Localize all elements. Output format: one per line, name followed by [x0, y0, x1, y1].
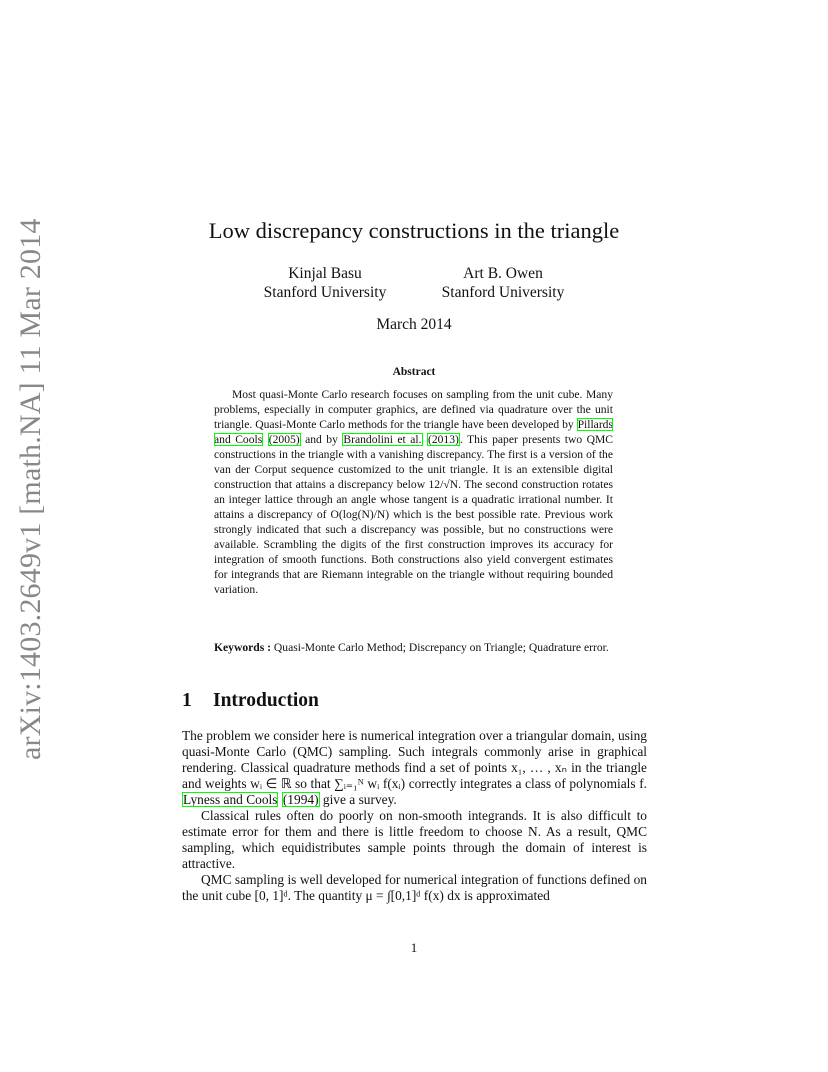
- abstract-body: [214, 387, 613, 597]
- citation-year-link[interactable]: (2005): [268, 433, 300, 446]
- introduction-body: [182, 728, 647, 904]
- section-heading: [182, 690, 319, 712]
- author-block: [250, 264, 400, 302]
- keywords-label: Keywords :: [214, 641, 271, 654]
- keywords-text: Quasi-Monte Carlo Method; Discrepancy on Triangle; Quadrature error.: [271, 641, 609, 654]
- body-text: The problem we consider here is numerical integration over a triangular domain, using quasi-Monte Carlo (QMC) sampling. Such integrals commonly arise in graphical rendering. Classical quadrature methods find a set of points x₁, … , xₙ in the triangle and weights wᵢ ∈ ℝ so that ∑ᵢ₌₁ᴺ wᵢ f(xᵢ) correctly integrates a class of polynomials f.: [182, 728, 647, 791]
- citation-link[interactable]: Lyness and Cools: [183, 792, 278, 807]
- author-affiliation: Stanford University: [441, 284, 565, 301]
- arxiv-identifier-stamp: arXiv:1403.2649v1 [math.NA] 11 Mar 2014: [14, 218, 47, 760]
- citation-year-link[interactable]: (2013): [427, 433, 459, 446]
- author-block: [428, 264, 578, 302]
- abstract-text: Most quasi-Monte Carlo research focuses on sampling from the unit cube. Many problems, especially in computer graphics, are defined via quadrature over the unit triangle. Quasi-Monte Carlo methods for the triangle have been developed by: [214, 388, 613, 431]
- page-number: 1: [410, 940, 418, 955]
- keywords: [214, 640, 613, 655]
- section-number: 1: [182, 690, 192, 711]
- author-affiliation: Stanford University: [263, 284, 387, 301]
- author-name: Art B. Owen: [463, 265, 543, 282]
- section-title: Introduction: [213, 690, 319, 711]
- body-paragraph: QMC sampling is well developed for numerical integration of functions defined on the unit cube [0, 1]ᵈ. The quantity μ = ∫[0,1]ᵈ f(x) dx is approximated: [182, 872, 647, 903]
- citation-link[interactable]: Pillards and Cools: [214, 418, 613, 446]
- citation-year-link[interactable]: (1994): [282, 792, 319, 807]
- body-paragraph: Classical rules often do poorly on non-smooth integrands. It is also difficult to estimate error for them and there is little freedom to choose N. As a result, QMC sampling, which equidistributes sample points through the domain of interest is attractive.: [182, 808, 647, 871]
- paper-date: March 2014: [376, 316, 452, 333]
- citation-link[interactable]: Brandolini et al.: [343, 433, 422, 446]
- paper-title: Low discrepancy constructions in the triangle: [208, 218, 620, 243]
- author-name: Kinjal Basu: [288, 265, 362, 282]
- body-paragraph: [182, 728, 647, 808]
- abstract-paragraph: [214, 387, 613, 597]
- abstract-heading: Abstract: [392, 366, 436, 378]
- abstract-text: and by: [300, 433, 343, 446]
- body-text: give a survey.: [319, 792, 397, 807]
- abstract-text: . This paper presents two QMC constructions in the triangle with a vanishing discrepancy. The first is a version of the van der Corput sequence customized to the unit triangle. It is an extensible digital construction that attains a discrepancy below 12/√N. The second construction rotates an integer lattice through an angle whose tangent is a quadratic irrational number. It attains a discrepancy of O(log(N)/N) which is the best possible rate. Previous work strongly indicated that such a discrepancy was possible, but no constructions were available. Scrambling the digits of the first construction improves its accuracy for integration of smooth functions. Both constructions also yield convergent estimates for integrands that are Riemann integrable on the triangle without requiring bounded variation.: [214, 433, 614, 596]
